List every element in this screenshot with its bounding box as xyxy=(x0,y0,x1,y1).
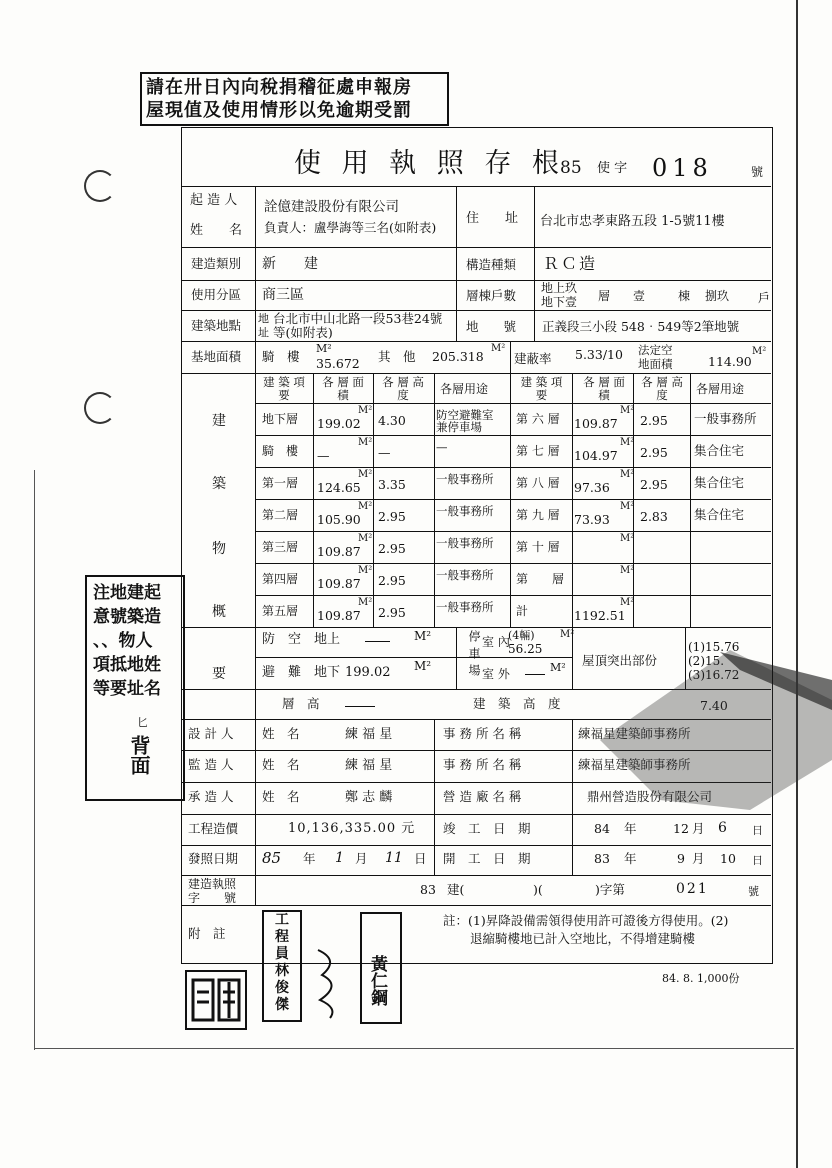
shelter-below: 地下 xyxy=(314,665,341,680)
page-edge-bottom xyxy=(34,1048,794,1049)
floor-name-right-1: 第 七 層 xyxy=(516,444,560,458)
floor-name-left-1: 騎 樓 xyxy=(262,444,299,458)
parking-label: 停車場 xyxy=(467,630,481,681)
floor-area-m2-right-1: M² xyxy=(620,437,635,448)
shelter-label-1: 防 空 xyxy=(262,632,302,647)
contractor-role: 承 造 人 xyxy=(188,789,234,804)
floor-use-left-1: — xyxy=(436,440,448,454)
building-height: 7.40 xyxy=(700,698,728,713)
floor-use-right-0: 一般事務所 xyxy=(694,411,757,426)
designer-role: 設 計 人 xyxy=(188,726,234,741)
legal-open-area: 114.90 xyxy=(708,354,752,369)
issue-year: 85 xyxy=(262,849,282,867)
owner-representative: 負責人：盧學誨等三名(如附表) xyxy=(264,220,437,235)
signature-scribble xyxy=(310,930,350,1020)
floor-name-left-6: 第五層 xyxy=(262,604,299,618)
roof-protrusion-label: 屋頂突出部份 xyxy=(582,653,658,668)
remark-note-2: 退縮騎樓地已計入空地比，不得增建騎樓 xyxy=(470,931,696,946)
start-year: 83 xyxy=(594,851,610,866)
building-height-label: 建 築 高 度 xyxy=(473,696,561,711)
site-tag-2: 址 xyxy=(258,326,269,339)
parking-indoor-m2: M² xyxy=(560,629,575,640)
floor-area-m2-left-3: M² xyxy=(358,501,373,512)
arcade-label: 騎 樓 xyxy=(262,349,300,364)
completion-label: 竣 工 日 期 xyxy=(443,821,531,836)
floor-use-left-5: 一般事務所 xyxy=(436,568,494,582)
designer-office-label: 事 務 所 名 稱 xyxy=(443,726,522,741)
floor-use-right-2: 集合住宅 xyxy=(694,475,745,490)
shelter-below-area: 199.02 xyxy=(345,665,391,680)
structure-label: 構造種類 xyxy=(466,257,517,272)
back-note-arrow: 匕 xyxy=(137,716,148,729)
issue-m-unit: 月 xyxy=(355,851,368,866)
back-note-box xyxy=(85,575,185,801)
cost-value: 10,136,335.00 元 xyxy=(288,821,416,836)
permit-year: 83 xyxy=(420,882,436,897)
floor-area-m2-right-6: M² xyxy=(620,597,635,608)
build-type-value: 新 建 xyxy=(262,256,318,272)
floor-use-left-6: 一般事務所 xyxy=(436,600,494,614)
start-day: 10 xyxy=(720,851,736,866)
floor-height-right-1: 2.95 xyxy=(640,445,668,460)
binder-hole-top xyxy=(84,170,116,202)
title-number: 018 xyxy=(652,154,713,182)
roof-protrusion-2: (2)15. xyxy=(688,654,725,668)
floor-header-right-area: 各 層 面 積 xyxy=(583,375,625,402)
floor-area-left-1: — xyxy=(317,448,330,463)
title-zi: 使 字 xyxy=(597,161,628,176)
start-m-unit: 月 xyxy=(692,851,705,866)
floors-count-label: 層棟戶數 xyxy=(466,288,517,303)
seal-char-4: 林 xyxy=(275,963,289,979)
floor-area-left-5: 109.87 xyxy=(317,576,361,591)
floor-name-right-2: 第 八 層 xyxy=(516,476,560,490)
site-address-2: 等(如附表) xyxy=(273,325,333,340)
completion-year: 84 xyxy=(594,821,610,836)
contractor-office-label: 營 造 廠 名 稱 xyxy=(443,789,522,804)
lot-value: 正義段三小段 548‧549等2筆地號 xyxy=(542,319,740,334)
seal-char-3: 員 xyxy=(275,946,289,962)
arcade-m2: M² xyxy=(316,342,332,355)
roof-protrusion-1: (1)15.76 xyxy=(688,640,740,654)
owner-label-2: 姓 名 xyxy=(190,223,243,238)
permit-hao: 號 xyxy=(748,885,759,898)
coverage-ratio-label: 建蔽率 xyxy=(514,351,552,366)
floor-height-left-2: 3.35 xyxy=(378,477,406,492)
issue-date-label: 發照日期 xyxy=(188,851,239,866)
owner-address: 台北市忠孝東路五段 1-5號11樓 xyxy=(540,214,725,229)
floors-unit-household: 戶 xyxy=(758,291,771,305)
supervisor-name: 練 福 星 xyxy=(345,758,393,773)
household-count: 捌玖 xyxy=(705,289,730,303)
supervisor-name-label: 姓 名 xyxy=(262,757,300,772)
completion-day: 6 xyxy=(718,820,727,836)
permit-label-2: 字 號 xyxy=(188,891,237,905)
remarks-label: 附 註 xyxy=(188,926,226,941)
floor-area-right-0: 109.87 xyxy=(574,416,618,431)
seal-char-2: 程 xyxy=(275,929,289,945)
base-area-label: 基地面積 xyxy=(191,349,242,364)
owner-company: 詮億建設股份有限公司 xyxy=(264,199,399,215)
completion-month: 12 xyxy=(673,821,689,836)
lot-label: 地 號 xyxy=(466,319,517,334)
floor-area-m2-left-4: M² xyxy=(358,533,373,544)
back-note-line-0: 注地建起 xyxy=(93,583,161,603)
floor-use-right-3: 集合住宅 xyxy=(694,507,745,522)
floor-area-right-2: 97.36 xyxy=(574,480,610,495)
building-count: 壹 xyxy=(633,289,646,303)
site-tag-1: 地 xyxy=(258,312,269,325)
engineer-seal xyxy=(262,910,302,1022)
title-year: 85 xyxy=(560,158,582,178)
floor-header-right-item: 建 築 項 要 xyxy=(520,375,563,402)
floor-use-left-3: 一般事務所 xyxy=(436,504,494,518)
floor-area-right-3: 73.93 xyxy=(574,512,610,527)
completion-d-unit: 日 xyxy=(752,824,763,837)
binder-hole-bottom xyxy=(84,392,116,424)
back-note-line-3: 項抵地姓 xyxy=(93,655,161,675)
contractor-name: 鄭 志 麟 xyxy=(345,790,393,805)
floor-header-left-area: 各 層 面 積 xyxy=(322,375,364,402)
legal-open-label-2: 地面積 xyxy=(638,357,673,371)
parking-indoor-count: (4輛) xyxy=(508,629,535,642)
start-y-unit: 年 xyxy=(624,851,637,866)
floor-header-right-height: 各 層 高 度 xyxy=(641,375,683,402)
floor-use-left-0: 防空避難室 兼停車場 xyxy=(436,408,494,434)
form-title: 使 用 執 照 存 根 xyxy=(294,148,565,179)
seal-char-5: 俊 xyxy=(275,980,289,996)
permit-number: 021 xyxy=(676,881,709,897)
permit-jian: 建( xyxy=(447,882,465,897)
floor-area-right-6: 1192.51 xyxy=(574,608,626,623)
back-note-line-4: 等要址名 xyxy=(93,679,161,699)
side-char-yao: 要 xyxy=(212,666,226,682)
floor-name-left-3: 第二層 xyxy=(262,508,299,522)
floor-name-right-3: 第 九 層 xyxy=(516,508,560,522)
floor-name-right-4: 第 十 層 xyxy=(516,540,560,554)
contractor-name-label: 姓 名 xyxy=(262,789,300,804)
floor-height-right-2: 2.95 xyxy=(640,477,668,492)
floor-header-left-item: 建 築 項 要 xyxy=(263,375,305,402)
floor-header-right-use: 各層用途 xyxy=(696,382,745,396)
floor-area-m2-left-5: M² xyxy=(358,565,373,576)
floor-area-left-6: 109.87 xyxy=(317,608,361,623)
legal-open-m2: M² xyxy=(752,346,767,357)
floor-height-left-6: 2.95 xyxy=(378,605,406,620)
supervisor-office: 練福星建築師事務所 xyxy=(578,757,691,772)
other-label: 其 他 xyxy=(378,349,416,364)
floors-unit-layer: 層 xyxy=(598,289,611,303)
floor-height-left-1: — xyxy=(378,445,391,460)
completion-m-unit: 月 xyxy=(692,821,705,836)
shelter-below-m2: M² xyxy=(414,659,432,673)
designer-office: 練福星建築師事務所 xyxy=(578,726,691,741)
floor-area-m2-left-0: M² xyxy=(358,405,373,416)
parking-outdoor-label: 室 外 xyxy=(482,667,510,681)
seal-char-1: 工 xyxy=(275,912,289,928)
side-char-zhu: 築 xyxy=(212,476,226,492)
page-edge-right xyxy=(796,0,798,1168)
side-char-wu: 物 xyxy=(212,541,226,557)
parking-outdoor-m2: M² xyxy=(550,661,566,674)
other-m2: M² xyxy=(491,343,506,354)
start-month: 9 xyxy=(677,851,685,866)
issue-day: 11 xyxy=(385,850,403,866)
coverage-ratio: 5.33/10 xyxy=(575,347,623,362)
parking-indoor-area: 56.25 xyxy=(508,642,543,656)
permit-paren: )( xyxy=(533,882,543,897)
build-type-label: 建造類別 xyxy=(191,256,242,271)
floor-use-right-1: 集合住宅 xyxy=(694,443,745,458)
floor-height-label: 層 高 xyxy=(282,696,320,711)
floors-above: 地上玖 xyxy=(541,281,578,295)
roof-protrusion-3: (3)16.72 xyxy=(688,668,740,682)
zoning-value: 商三區 xyxy=(262,287,304,303)
designer-name: 練 福 星 xyxy=(345,727,393,742)
other-area: 205.318 xyxy=(432,349,484,364)
site-address-1: 台北市中山北路一段53巷24號 xyxy=(273,311,443,326)
floor-height-right-0: 2.95 xyxy=(640,413,668,428)
floor-area-m2-right-0: M² xyxy=(620,405,635,416)
floor-use-left-4: 一般事務所 xyxy=(436,536,494,550)
floor-area-m2-right-4: M² xyxy=(620,533,635,544)
owner-address-label: 住 址 xyxy=(466,211,519,226)
floor-area-m2-left-6: M² xyxy=(358,597,373,608)
page-edge-left xyxy=(34,470,35,1050)
side-char-jian: 建 xyxy=(212,413,226,429)
tax-notice-line2: 屋現值及使用情形以免逾期受罰 xyxy=(146,100,412,121)
floor-name-right-5: 第 層 xyxy=(516,572,565,586)
floor-area-left-4: 109.87 xyxy=(317,544,361,559)
floor-height-right-3: 2.83 xyxy=(640,509,668,524)
tax-notice-line1: 請在卅日內向稅捐稽征處申報房 xyxy=(146,77,412,98)
remark-note-1: 註：(1)昇降設備需領得使用許可證後方得使用。(2) xyxy=(443,913,729,928)
start-date-label: 開 工 日 期 xyxy=(443,851,531,866)
issue-month: 1 xyxy=(335,850,344,866)
supervisor-office-label: 事 務 所 名 稱 xyxy=(443,757,522,772)
floor-area-m2-right-5: M² xyxy=(620,565,635,576)
back-note-back: 背面 xyxy=(127,735,151,775)
floor-area-right-1: 104.97 xyxy=(574,448,618,463)
floor-area-m2-left-1: M² xyxy=(358,437,373,448)
floor-name-left-0: 地下層 xyxy=(262,412,299,426)
floor-name-left-5: 第四層 xyxy=(262,572,299,586)
issue-d-unit: 日 xyxy=(414,851,427,866)
floors-below: 地下壹 xyxy=(541,295,578,309)
shelter-above: 地上 xyxy=(314,632,341,647)
floor-use-left-2: 一般事務所 xyxy=(436,472,494,486)
floor-header-left-height: 各 層 高 度 xyxy=(382,375,424,402)
floors-unit-building: 棟 xyxy=(678,289,691,303)
floor-area-m2-right-2: M² xyxy=(620,469,635,480)
parking-indoor-label: 室 內 xyxy=(482,635,510,649)
floor-name-left-2: 第一層 xyxy=(262,476,299,490)
shelter-above-dash xyxy=(365,641,390,642)
floor-name-left-4: 第三層 xyxy=(262,540,299,554)
zoning-label: 使用分區 xyxy=(191,287,242,302)
side-char-gai: 概 xyxy=(212,604,226,620)
floor-area-left-3: 105.90 xyxy=(317,512,361,527)
tax-notice-stamp xyxy=(140,72,449,126)
shelter-label-2: 避 難 xyxy=(262,665,302,680)
floor-name-right-0: 第 六 層 xyxy=(516,412,560,426)
issue-y-unit: 年 xyxy=(303,851,316,866)
back-note-line-1: 意號築造 xyxy=(93,607,161,627)
start-d-unit: 日 xyxy=(752,854,763,867)
shelter-above-m2: M² xyxy=(414,629,432,643)
supervisor-role: 監 造 人 xyxy=(188,757,234,772)
back-note-line-2: 、、物人 xyxy=(93,631,153,651)
floor-area-m2-right-3: M² xyxy=(620,501,635,512)
completion-y-unit: 年 xyxy=(624,821,637,836)
arcade-area: 35.672 xyxy=(316,356,360,371)
floor-area-m2-left-2: M² xyxy=(358,469,373,480)
seal-char-6: 傑 xyxy=(275,997,289,1013)
legal-open-label-1: 法定空 xyxy=(638,343,673,357)
floor-name-right-6: 計 xyxy=(516,604,529,618)
owner-label-1: 起 造 人 xyxy=(190,193,238,208)
floor-height-left-3: 2.95 xyxy=(378,509,406,524)
floor-height-left-5: 2.95 xyxy=(378,573,406,588)
contractor-office: 鼎州營造股份有限公司 xyxy=(587,789,713,804)
left-seal xyxy=(185,970,247,1030)
chief-seal-name: 黃仁鋼 xyxy=(367,955,387,1006)
floor-height-left-4: 2.95 xyxy=(378,541,406,556)
print-info: 84. 8. 1,000份 xyxy=(662,972,740,985)
permit-label-1: 建造執照 xyxy=(188,877,237,891)
permit-zi: )字第 xyxy=(595,882,625,897)
structure-value: ＲＣ造 xyxy=(543,254,598,273)
floor-header-left-use: 各層用途 xyxy=(440,382,489,396)
designer-name-label: 姓 名 xyxy=(262,726,300,741)
floor-area-left-2: 124.65 xyxy=(317,480,361,495)
floor-height-left-0: 4.30 xyxy=(378,413,406,428)
title-hao: 號 xyxy=(751,165,764,179)
parking-outdoor-dash xyxy=(525,674,545,675)
floor-height-dash xyxy=(345,706,375,707)
site-label: 建築地點 xyxy=(191,318,242,333)
cost-label: 工程造價 xyxy=(188,821,239,836)
floor-area-left-0: 199.02 xyxy=(317,416,361,431)
